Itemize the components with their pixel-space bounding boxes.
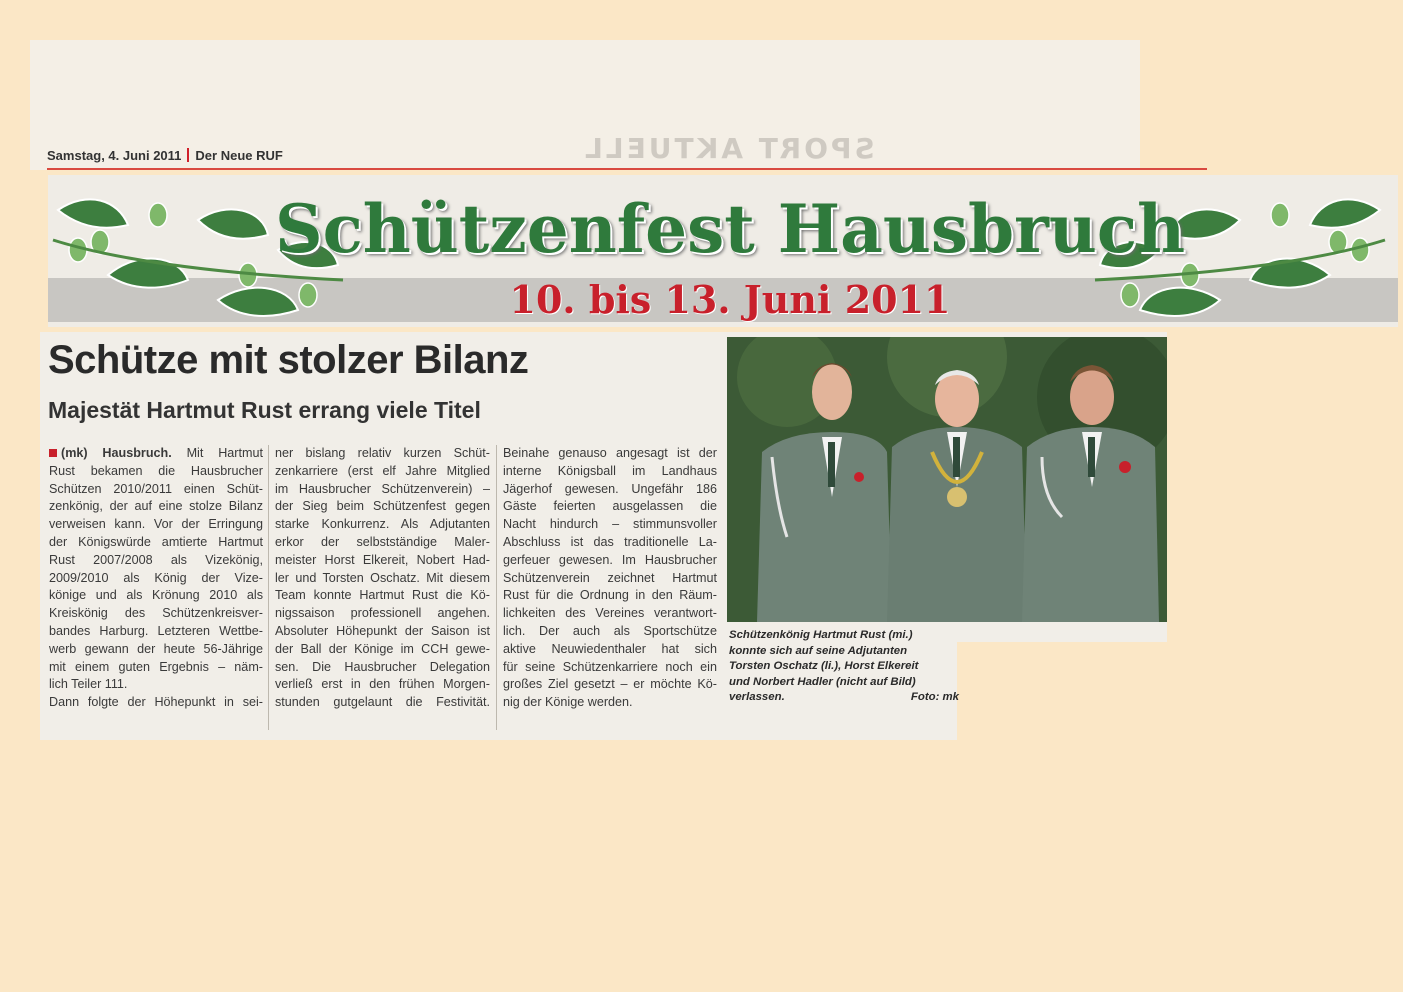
masthead-separator: [187, 148, 189, 162]
article-column-2: ner bislang relativ kurzen Schüt- zenkarriere (erst elf Jahre Mitglied im Hausbrucher Schützenverein) – der Sieg beim Schützenfest gegen starke Konkurrenz. Als Adjutanten erkor der selbstständige Maler- meister Horst Elkereit, Nobert Had- ler und Torsten Oschatz. Mit diesem Team konnte Hartmut Rust die Kö- nigssaison professionell angehen. Absoluter Höhepunkt der Saison ist der Ball der Könige im CCH gewe- sen. Die Hausbrucher Delegation verließ erst in den frühen Morgen- stunden gutgelaunt die Festivität.: [275, 446, 490, 710]
article-lead: (mk) Hausbruch.: [61, 446, 172, 460]
article-subheadline: Majestät Hartmut Rust errang viele Titel: [48, 397, 481, 423]
masthead-date: Samstag, 4. Juni 2011: [47, 148, 182, 163]
masthead-paper: Der Neue RUF: [195, 148, 283, 163]
column-rule: [496, 445, 497, 730]
article-column-1: (mk) Hausbruch. Mit Hartmut Rust bekamen die Hausbrucher Schützen 2010/2011 einen Schüt- zenkönig, der auf eine stolze Bilanz verweisen kann. Vor der Erringung der Königswürde amtierte Hartmut Rust 2007/2008 als Vizekönig, 2009/2010 als König der Vize- könige und als Krönung 2010 als Kreiskönig des Schützenkreisver- bandes Harburg. Letzteren Wettbe- werb gewann der heute 56-Jährige mit einem guten Ergebnis – näm- lich Teiler 111. Dann folgte der Höhepunkt in sei-: [49, 446, 263, 710]
three-men-photo-illustration: [727, 337, 1167, 622]
masthead: [47, 148, 283, 163]
mirrored-header: SPORT AKTUELL: [582, 132, 875, 165]
newspaper-clipping: [30, 40, 1398, 740]
photo-caption: Schützenkönig Hartmut Rust (mi.) konnte sich auf seine Adjutanten Torsten Oschatz (li.), Horst Elkereit und Norbert Hadler (nicht auf Bild) verlassen. Foto: mk: [729, 628, 959, 706]
column-rule: [268, 445, 269, 730]
photo-credit: Foto: mk: [910, 691, 959, 703]
bullet-square-icon: [49, 449, 57, 457]
article-photo: [727, 337, 1167, 622]
masthead-rule: [47, 168, 1207, 170]
banner-dates: 10. bis 13. Juni 2011: [509, 277, 951, 322]
article-headline: Schütze mit stolzer Bilanz: [48, 338, 529, 382]
banner-title: Schützenfest Hausbruch: [274, 190, 1186, 268]
article-column-3: Beinahe genauso angesagt ist der interne Königsball im Landhaus Jägerhof gewesen. Ungefähr 186 Gäste feierten ausgelassen die Nacht hindurch – stimmunsvoller Abschluss ist das traditionelle La- gerfeuer gewesen. Im Hausbrucher Schützenverein zeichnet Hartmut Rust für die Ordnung in den Räum- lichkeiten des Vereines verantwort- lich. Der auch als Sportschütze aktive Neuwiedenthaler hat sich für seine Schützenkarriere noch ein großes Ziel gesetzt – er möchte Kö- nig der Könige werden.: [503, 446, 717, 710]
